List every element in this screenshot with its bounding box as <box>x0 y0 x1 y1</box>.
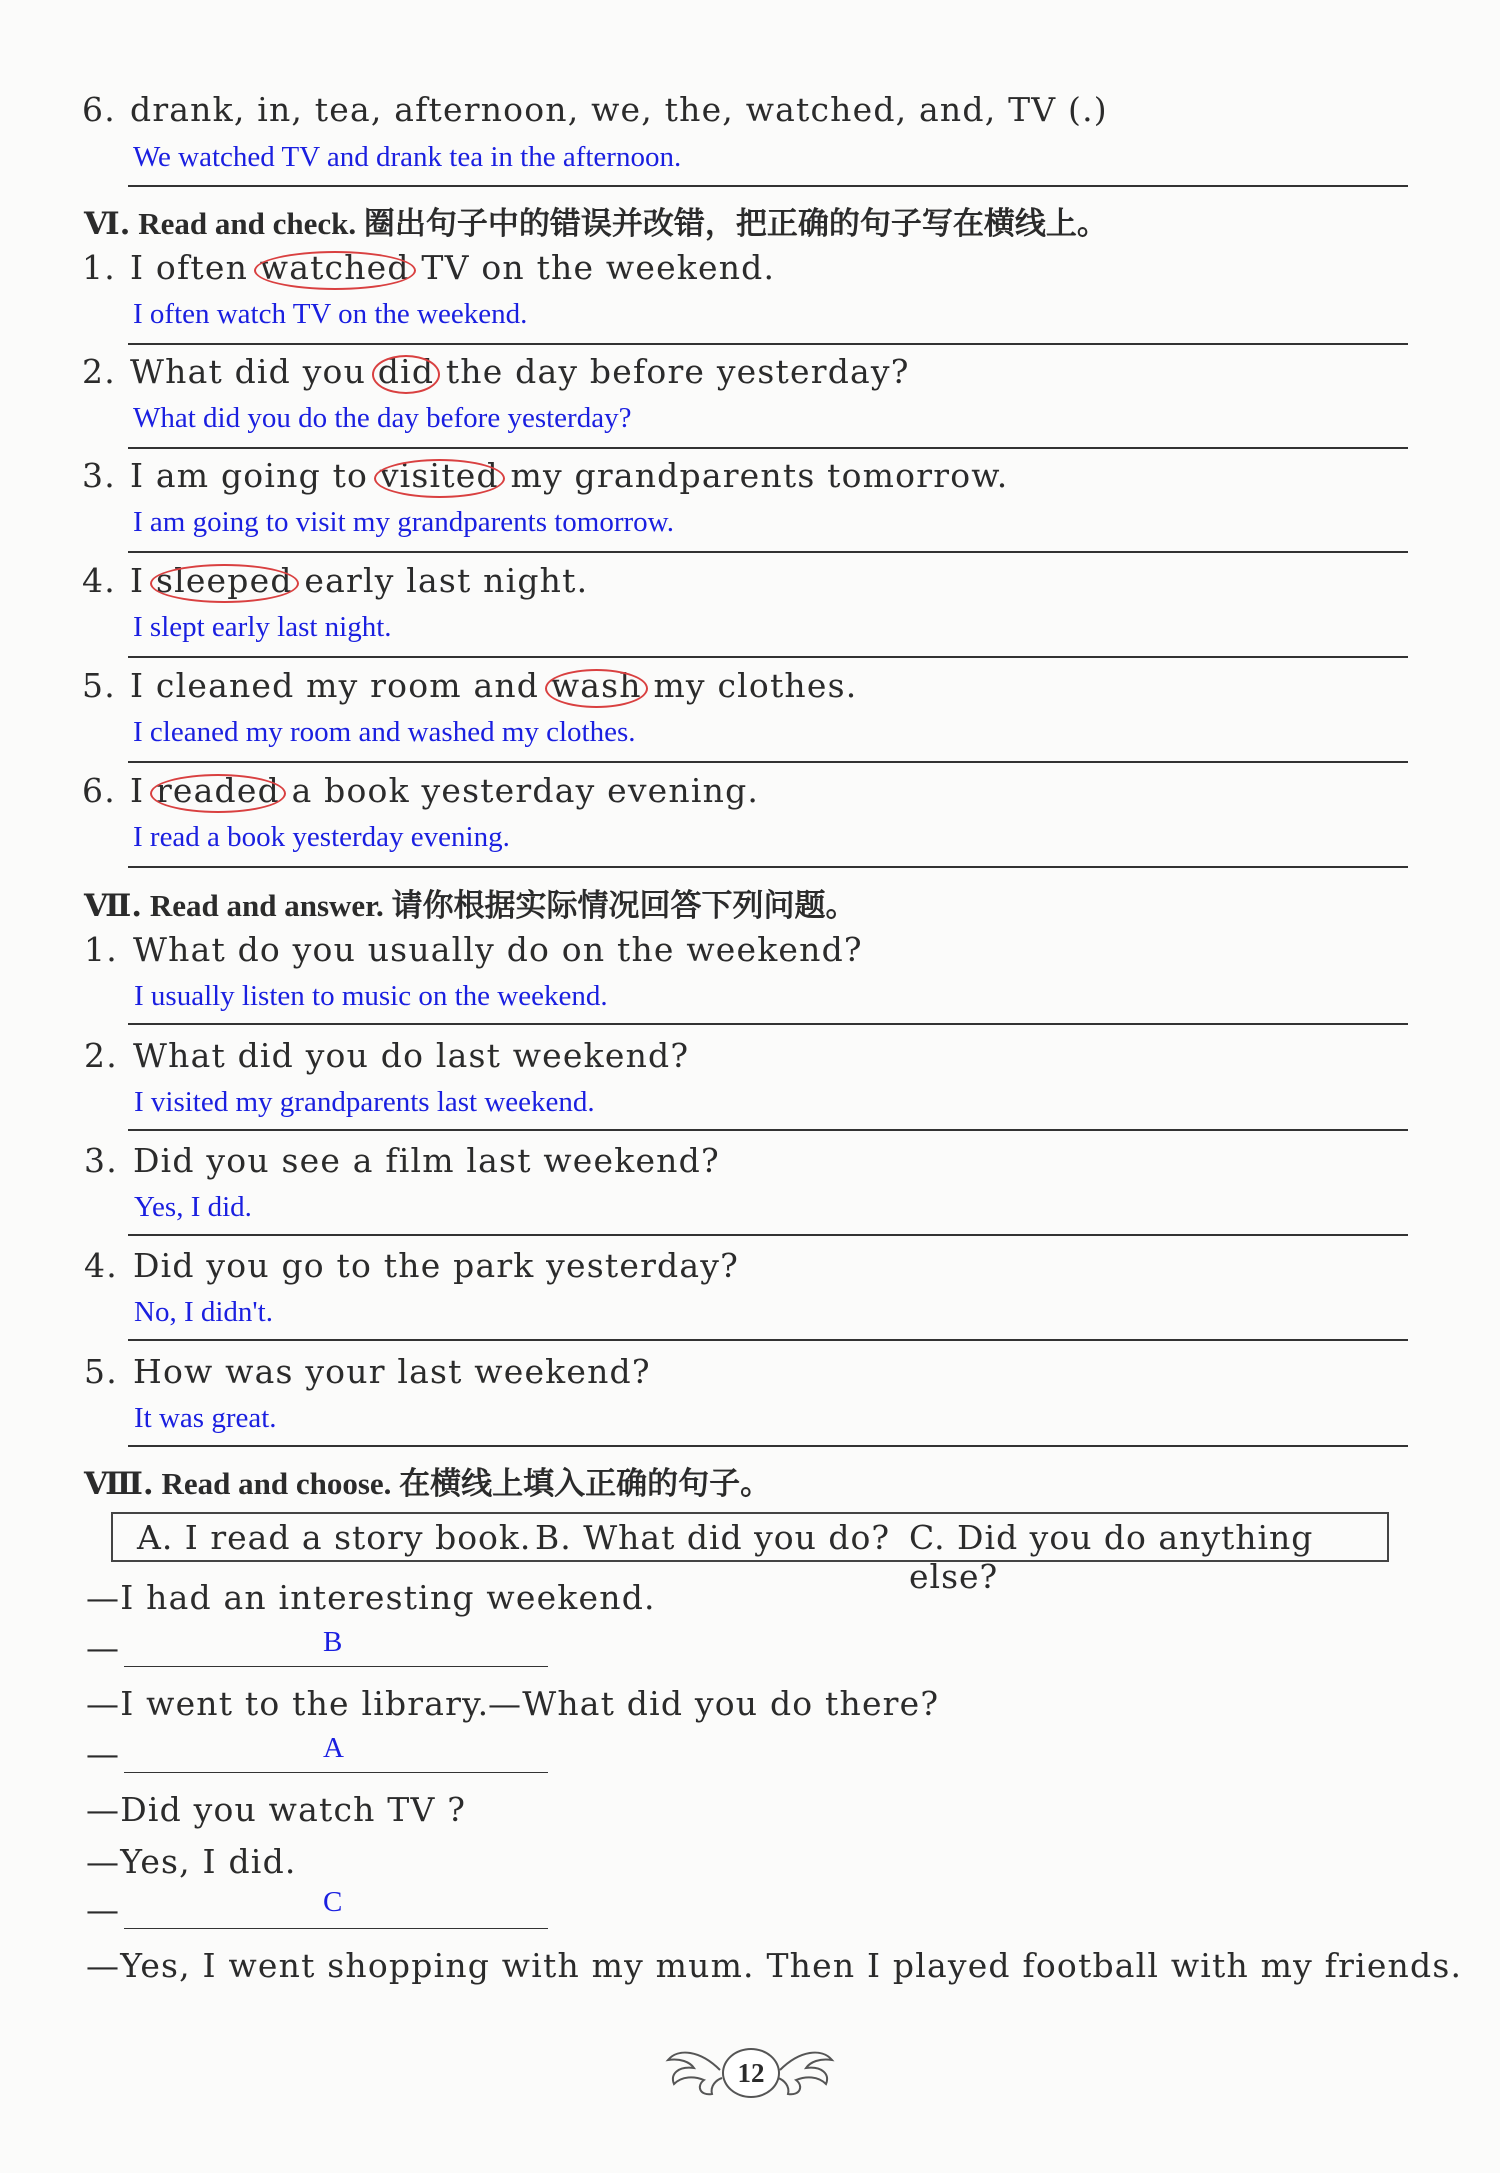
sentence-part: early last night. <box>292 561 589 600</box>
question-num: 3. <box>84 1141 118 1180</box>
question-num: 1. <box>82 248 116 287</box>
sentence-part: What did you <box>130 352 378 391</box>
question-num: 2. <box>84 1036 118 1075</box>
section-number: Ⅷ. <box>84 1466 154 1502</box>
answer-text: I usually listen to music on the weekend. <box>134 980 608 1012</box>
sentence-part: the day before yesterday? <box>434 352 910 391</box>
answer-line <box>128 1445 1408 1447</box>
answer-letter: B <box>323 1626 343 1658</box>
question-num: 4. <box>84 1246 118 1285</box>
section-instruction: 圈出句子中的错误并改错，把正确的句子写在横线上。 <box>363 206 1108 242</box>
section-title: Read and check. <box>138 206 357 241</box>
question-sentence <box>130 771 759 810</box>
answer-line <box>128 1023 1408 1025</box>
sentence-part: I <box>130 561 156 600</box>
question-sentence <box>130 352 910 391</box>
question-num: 5. <box>84 1352 118 1391</box>
answer-text: What did you do the day before yesterday? <box>133 402 632 434</box>
answer-text: Yes, I did. <box>134 1191 252 1223</box>
sentence-part: I often <box>130 248 260 287</box>
section-title: Read and choose. <box>161 1466 392 1501</box>
answer-line <box>128 447 1408 449</box>
answer-line <box>128 866 1408 868</box>
dialogue-line: —What did you do there? <box>488 1684 940 1723</box>
answer-text: I slept early last night. <box>133 611 392 643</box>
answer-line <box>128 185 1408 187</box>
section-instruction: 请你根据实际情况回答下列问题。 <box>391 888 857 924</box>
answer-line <box>124 1772 548 1773</box>
answer-letter: A <box>323 1732 344 1764</box>
dialogue-line: —I went to the library. <box>86 1684 490 1723</box>
answer-line <box>128 343 1408 345</box>
dialogue-line: —Yes, I went shopping with my mum. Then I played football with my friends. <box>86 1946 1463 1985</box>
section-instruction: 在横线上填入正确的句子。 <box>399 1466 772 1502</box>
answer-line <box>128 761 1408 763</box>
sentence-part: I am going to <box>130 456 380 495</box>
answer-line <box>128 1339 1408 1341</box>
question-sentence <box>130 456 1008 495</box>
question-num: 4. <box>82 561 116 600</box>
circled-error: watched <box>259 248 410 287</box>
option-b: B. What did you do? <box>535 1518 891 1557</box>
answer-text: We watched TV and drank tea in the afternoon. <box>133 141 682 173</box>
answer-line <box>128 551 1408 553</box>
question-text: How was your last weekend? <box>133 1352 651 1391</box>
question-text: Did you go to the park yesterday? <box>133 1246 739 1285</box>
section-heading <box>84 1458 771 1503</box>
answer-letter: C <box>323 1886 343 1918</box>
circled-error: did <box>377 352 435 391</box>
sentence-part: my grandparents tomorrow. <box>498 456 1009 495</box>
option-c: C. Did you do anything else? <box>909 1518 1314 1596</box>
answer-text: I cleaned my room and washed my clothes. <box>133 716 636 748</box>
question-text: What do you usually do on the weekend? <box>133 930 863 969</box>
question-num: 1. <box>84 930 118 969</box>
question-num: 2. <box>82 352 116 391</box>
sentence-part: TV on the weekend. <box>409 248 776 287</box>
section-heading <box>84 198 1108 243</box>
circled-error: sleeped <box>155 561 293 600</box>
page-number: 12 <box>722 2048 780 2098</box>
answer-text: I read a book yesterday evening. <box>133 821 510 853</box>
options-box <box>111 1512 1389 1596</box>
answer-text: I often watch TV on the weekend. <box>133 298 528 330</box>
question-sentence <box>130 666 857 705</box>
answer-text: No, I didn't. <box>134 1296 273 1328</box>
circled-error: wash <box>550 666 642 705</box>
dialogue-line: —I had an interesting weekend. <box>86 1578 656 1617</box>
question-num: 6. <box>82 771 116 810</box>
dialogue-line: —Yes, I did. <box>86 1842 297 1881</box>
sentence-part: I cleaned my room and <box>130 666 551 705</box>
question-num: 5. <box>82 666 116 705</box>
circled-error: readed <box>155 771 280 810</box>
question-num: 3. <box>82 456 116 495</box>
sentence-part: I <box>130 771 156 810</box>
answer-line <box>128 656 1408 658</box>
dialogue-dash: — <box>86 1734 121 1773</box>
section-title: Read and answer. <box>149 888 384 923</box>
answer-line <box>128 1234 1408 1236</box>
answer-line <box>128 1129 1408 1131</box>
question-sentence <box>130 248 775 287</box>
dialogue-line: —Did you watch TV ? <box>86 1790 467 1829</box>
section-number: Ⅶ. <box>84 888 143 924</box>
section-number: Ⅵ. <box>84 206 131 242</box>
circled-error: visited <box>379 456 499 495</box>
answer-text: It was great. <box>134 1402 277 1434</box>
sentence-part: my clothes. <box>641 666 858 705</box>
answer-text: I am going to visit my grandparents tomorrow. <box>133 506 674 538</box>
question-num: 6. <box>82 90 116 129</box>
question-text: What did you do last weekend? <box>133 1036 690 1075</box>
question-text: drank, in, tea, afternoon, we, the, watched, and, TV (.) <box>130 90 1108 129</box>
dialogue-dash: — <box>86 1890 121 1929</box>
dialogue-dash: — <box>86 1628 121 1667</box>
answer-line <box>124 1928 548 1929</box>
sentence-part: a book yesterday evening. <box>279 771 760 810</box>
section-heading <box>84 880 857 925</box>
question-sentence <box>130 561 588 600</box>
answer-text: I visited my grandparents last weekend. <box>134 1086 595 1118</box>
answer-line <box>124 1666 548 1667</box>
option-a: A. I read a story book. <box>137 1518 532 1557</box>
question-text: Did you see a film last weekend? <box>133 1141 720 1180</box>
